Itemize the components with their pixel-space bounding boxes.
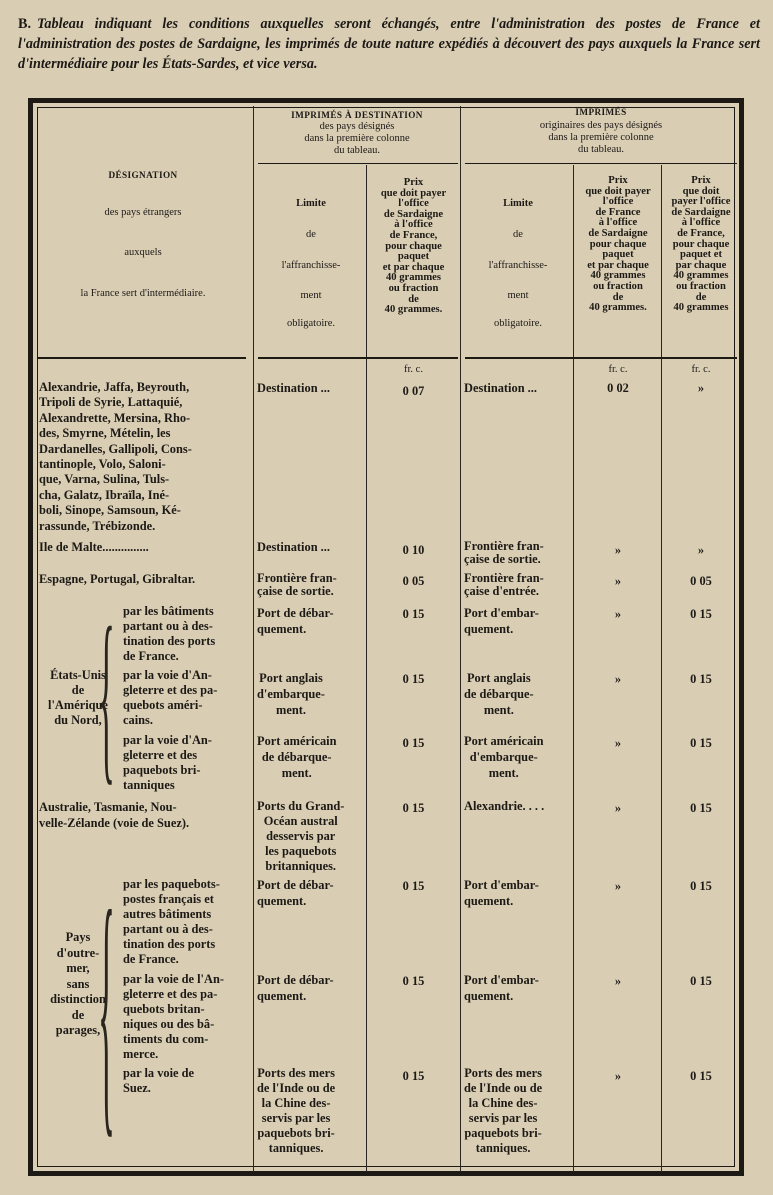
- designation-header-line3: auxquels: [124, 247, 162, 258]
- prix2-stack-line: Prix: [608, 175, 628, 186]
- us-a-l1-line: Port de débar-: [257, 606, 334, 620]
- group1-header-line2: des pays désignés: [319, 121, 395, 132]
- us-b-l1-line: ment.: [276, 703, 306, 717]
- us-b-l1-line: d'embarque-: [257, 687, 325, 701]
- prix3-stack-line: de Sardaigne: [671, 206, 731, 218]
- om-b-l1-line: quement.: [257, 989, 307, 1003]
- outremer-b-limite1: [257, 972, 334, 1004]
- group2-header-line4: du tableau.: [577, 144, 625, 155]
- prix2-stack-line: pour chaque: [589, 238, 647, 250]
- header-bottom-rule-b: [258, 357, 458, 359]
- om-c-l1-line: tanniques.: [268, 1141, 324, 1155]
- om-a-via-line: par les paquebots-: [123, 877, 220, 891]
- row1-limite1: Destination ...: [257, 381, 330, 395]
- usa-b-prix3: 0 15: [690, 672, 712, 686]
- om-b-via-line: gleterre et des pa-: [123, 987, 218, 1001]
- r3-limite1-line: Frontière fran-: [257, 571, 337, 585]
- intro-paragraph: [18, 14, 760, 74]
- outremer-c-prix3: 0 15: [690, 1069, 712, 1083]
- col-sep-3: [460, 106, 461, 1172]
- prix1-stack-line: ou fraction: [388, 282, 439, 294]
- prix3-stack-line: de: [695, 291, 707, 303]
- australia-limite2: Alexandrie. . . .: [464, 799, 545, 813]
- usa-b-limite2: [464, 670, 534, 718]
- col-sep-1: [253, 106, 254, 1172]
- om-label-line: sans: [66, 976, 90, 991]
- row3-prix3: 0 05: [690, 574, 712, 588]
- usa-c-limite2: [464, 733, 543, 781]
- limite1-header-l2: de: [306, 229, 316, 240]
- r1-country-line: que, Varna, Sulina, Tuls-: [39, 472, 170, 487]
- om-c-l1-line: de l'Inde ou de: [257, 1081, 336, 1095]
- aus-l1-line: les paquebots: [265, 844, 337, 858]
- outremer-a-limite1: [257, 877, 334, 909]
- outremer-a-prix2: »: [614, 879, 622, 893]
- om-b-l2-line: Port d'embar-: [464, 973, 539, 987]
- us-c-l1-line: ment.: [281, 766, 312, 780]
- prix1-stack-line: pour chaque: [385, 240, 442, 252]
- om-c-l2-line: paquebots bri-: [464, 1126, 542, 1140]
- prix3-stack-line: paquet et: [679, 249, 723, 261]
- group2-header-line3: dans la première colonne: [548, 132, 654, 143]
- usa-a-prix1: 0 15: [402, 607, 425, 621]
- prix1-stack-line: de France,: [389, 229, 438, 241]
- row1-prix3: »: [697, 381, 705, 395]
- om-c-l1-line: Ports des mers: [257, 1066, 335, 1080]
- row1-country: [39, 380, 251, 534]
- prix1-header: [367, 178, 460, 316]
- om-label-line: Pays: [65, 930, 91, 944]
- prix3-stack-line: ou fraction: [676, 280, 726, 292]
- r1-country-line: Alexandrie, Jaffa, Beyrouth,: [39, 380, 190, 394]
- header-bottom-rule-c: [465, 357, 737, 359]
- om-label-line: parages,: [55, 1023, 101, 1037]
- om-c-via-line: Suez.: [123, 1081, 151, 1095]
- us-c-l2-line: ment.: [488, 766, 519, 780]
- om-a-via-line: postes français et: [123, 892, 214, 906]
- usa-b-limite1: [257, 670, 325, 718]
- prix1-stack-line: paquet: [397, 251, 430, 263]
- prix1-stack-line: Prix: [403, 177, 424, 188]
- designation-header-line4: la France sert d'intermédiaire.: [80, 288, 206, 299]
- outremer-a-prix3: 0 15: [690, 879, 712, 893]
- usa-c-via: [123, 733, 212, 793]
- aus-l1-line: Ports du Grand-: [257, 799, 345, 813]
- group-rule-2: [465, 163, 737, 164]
- row2-limite2: [464, 540, 544, 566]
- r3-limite1-line: çaise de sortie.: [257, 584, 334, 598]
- usa-a-via: [123, 604, 215, 664]
- usa-c-prix1: 0 15: [402, 736, 425, 750]
- prix2-stack-line: de France: [595, 206, 641, 218]
- om-c-l1-line: servis par les: [261, 1111, 331, 1125]
- us-a-l1-line: quement.: [257, 622, 307, 636]
- usa-b-prix2: »: [614, 672, 622, 686]
- usa-a-limite1: [257, 605, 334, 637]
- aus-country-line: velle-Zélande (voie de Suez).: [39, 816, 190, 830]
- r3-limite2-line: Frontière fran-: [464, 571, 544, 585]
- row2-country: Ile de Malte...............: [39, 540, 149, 554]
- outremer-c-prix1: 0 15: [402, 1069, 425, 1083]
- outremer-a-limite2: [464, 877, 539, 909]
- om-a-l1-line: Port de débar-: [257, 878, 334, 892]
- prix2-stack-line: 40 grammes: [590, 270, 646, 282]
- r2-limite2-line: Frontière fran-: [464, 539, 544, 553]
- us-label-line: du Nord,: [54, 713, 102, 727]
- us-label-line: États-Unis: [50, 668, 106, 682]
- prix2-stack-line: que doit payer: [585, 185, 651, 197]
- om-b-via-line: merce.: [123, 1047, 159, 1061]
- om-label-line: de: [71, 1007, 85, 1022]
- r1-country-line: Alexandrette, Mersina, Rho-: [39, 410, 191, 425]
- usa-a-prix3: 0 15: [690, 607, 712, 621]
- row2-prix3: »: [697, 543, 705, 557]
- r1-country-line: cha, Galatz, Ibraïla, Iné-: [39, 487, 170, 502]
- us-c-l2-line: Port américain: [464, 734, 544, 748]
- om-b-l1-line: Port de débar-: [257, 973, 334, 987]
- us-a-via-line: partant ou à des-: [123, 619, 213, 633]
- outremer-brace: {: [98, 854, 115, 1161]
- us-b-via-line: gleterre et des pa-: [123, 683, 218, 697]
- usa-b-via: [123, 668, 217, 728]
- prix1-stack-line: 40 grammes: [385, 272, 441, 284]
- limite2-header-l5: obligatoire.: [493, 318, 543, 329]
- us-c-via-line: tanniques: [123, 778, 175, 792]
- prix2-stack-line: de: [612, 291, 624, 303]
- us-label-line: l'Amérique: [48, 698, 108, 712]
- limite1-header-l3: l'affranchisse-: [281, 260, 341, 271]
- us-c-l1-line: de débarque-: [261, 750, 332, 764]
- row3-prix1: 0 05: [402, 574, 425, 588]
- usa-a-prix2: »: [614, 607, 622, 621]
- limite2-header-l2: de: [513, 229, 523, 240]
- om-c-l2-line: tanniques.: [475, 1141, 531, 1155]
- om-c-via-line: par la voie de: [123, 1066, 195, 1080]
- aus-l1-line: britanniques.: [265, 859, 337, 873]
- r2-limite2-line: çaise de sortie.: [464, 552, 541, 566]
- header-bottom-rule-a: [38, 357, 246, 359]
- australia-prix2: »: [614, 801, 622, 815]
- us-a-via-line: par les bâtiments: [123, 604, 214, 618]
- aus-l1-line: desservis par: [266, 829, 336, 843]
- om-a-via-line: autres bâtiments: [123, 907, 212, 921]
- prix2-stack-line: à l'office: [598, 217, 638, 229]
- prix1-stack-line: l'office: [398, 198, 429, 210]
- row1-limite2: Destination ...: [464, 381, 537, 395]
- us-b-l2-line: de débarque-: [464, 687, 534, 701]
- us-c-via-line: paquebots bri-: [123, 763, 201, 777]
- outremer-b-prix2: »: [614, 974, 622, 988]
- om-b-via-line: timents du com-: [123, 1032, 209, 1046]
- prix3-stack-line: par chaque: [675, 259, 727, 271]
- r1-country-line: boli, Sinope, Samsoun, Ké-: [39, 503, 181, 518]
- limite1-header-l1: Limite: [296, 198, 326, 209]
- row2-limite1: Destination ...: [257, 540, 330, 554]
- om-a-via-line: partant ou à des-: [123, 922, 213, 936]
- prix3-stack-line: que doit: [682, 185, 720, 197]
- col-sep-5: [661, 165, 662, 1172]
- prix3-stack-line: 40 grammes: [673, 302, 729, 314]
- aus-l1-line: Océan austral: [263, 814, 338, 828]
- intro-text: Tableau indiquant les conditions auxquelles seront échangés, entre l'administration des postes de France et l'administration des postes de Sardaigne, les imprimés de toute nature expédiés à découvert des pays auxquels la France sert d'intermédiaire pour les États-Sardes, et vice versa.: [18, 16, 760, 72]
- om-c-l2-line: servis par les: [468, 1111, 538, 1125]
- us-label-line: de: [71, 683, 85, 697]
- outremer-b-via: [123, 972, 224, 1062]
- prix2-stack-line: de Sardaigne: [588, 227, 648, 239]
- units-prix2: fr. c.: [608, 364, 628, 375]
- group2-header-title: IMPRIMÉS: [575, 107, 627, 117]
- r1-country-line: Dardanelles, Gallipoli, Cons-: [39, 441, 192, 456]
- om-c-l2-line: Ports des mers: [464, 1066, 542, 1080]
- australia-country: [39, 799, 189, 831]
- prix2-stack-line: ou fraction: [593, 280, 643, 292]
- group1-header-line3: dans la première colonne: [304, 133, 410, 144]
- aus-country-line: Australie, Tasmanie, Nou-: [39, 800, 177, 814]
- r3-limite2-line: çaise d'entrée.: [464, 584, 540, 598]
- om-a-via-line: de France.: [123, 952, 179, 966]
- om-b-l2-line: quement.: [464, 989, 514, 1003]
- outremer-c-limite1: [257, 1066, 335, 1156]
- om-c-l1-line: la Chine des-: [261, 1096, 331, 1110]
- prix1-stack-line: 40 grammes.: [384, 304, 443, 316]
- om-c-l2-line: la Chine des-: [468, 1096, 538, 1110]
- om-label-line: d'outre-: [56, 945, 100, 960]
- prix2-stack-line: paquet: [602, 249, 634, 261]
- prix2-stack-line: l'office: [602, 196, 634, 208]
- om-a-l1-line: quement.: [257, 894, 307, 908]
- limite2-header-l1: Limite: [503, 198, 533, 209]
- us-a-l2-line: Port d'embar-: [464, 606, 539, 620]
- limite2-header-l3: l'affranchisse-: [488, 260, 548, 271]
- om-b-via-line: par la voie de l'An-: [123, 972, 224, 986]
- r1-country-line: Tripoli de Syrie, Lattaquié,: [39, 395, 183, 410]
- us-c-via-line: gleterre et des: [123, 748, 198, 762]
- australia-prix1: 0 15: [402, 801, 425, 815]
- outremer-b-limite2: [464, 972, 539, 1004]
- units-prix1: fr. c.: [404, 364, 423, 375]
- prix3-header: [662, 176, 740, 314]
- outremer-b-prix3: 0 15: [690, 974, 712, 988]
- designation-header-line2: des pays étrangers: [104, 207, 182, 218]
- prix3-stack-line: payer l'office: [671, 196, 731, 208]
- col-sep-2: [366, 165, 367, 1172]
- r1-country-line: rassunde, Trébizonde.: [39, 518, 156, 533]
- prix1-stack-line: de: [408, 293, 419, 305]
- intro-letter: B.: [18, 16, 32, 32]
- prix1-stack-line: à l'office: [394, 219, 433, 231]
- om-b-via-line: niques ou des bâ-: [123, 1017, 215, 1031]
- prix1-stack-line: de Sardaigne: [383, 208, 444, 220]
- om-b-via-line: quebots britan-: [123, 1002, 205, 1016]
- prix2-stack-line: 40 grammes.: [589, 302, 647, 314]
- group-rule-1: [258, 163, 458, 164]
- row2-prix1: 0 10: [402, 543, 425, 557]
- group2-header-line2: originaires des pays désignés: [539, 120, 663, 131]
- row3-limite1: [257, 572, 337, 598]
- designation-header-title: DÉSIGNATION: [108, 170, 178, 180]
- col-sep-4: [573, 165, 574, 1172]
- us-b-via-line: quebots améri-: [123, 698, 203, 712]
- us-b-via-line: cains.: [123, 713, 153, 727]
- prix3-stack-line: à l'office: [681, 217, 721, 229]
- limite1-header-l4: ment: [300, 290, 322, 301]
- outremer-c-via: [123, 1066, 194, 1096]
- outremer-c-limite2: [464, 1066, 542, 1156]
- prix1-stack-line: et par chaque: [382, 261, 445, 273]
- us-a-via-line: tination des ports: [123, 634, 216, 648]
- outremer-b-prix1: 0 15: [402, 974, 425, 988]
- group1-header-title: IMPRIMÉS À DESTINATION: [291, 110, 423, 120]
- outremer-c-prix2: »: [614, 1069, 622, 1083]
- us-b-l2-line: Port anglais: [466, 671, 531, 685]
- us-c-via-line: par la voie d'An-: [123, 733, 212, 747]
- us-c-l2-line: d'embarque-: [469, 750, 538, 764]
- row3-limite2: [464, 572, 544, 598]
- row1-prix2: 0 02: [607, 381, 629, 395]
- australia-prix3: 0 15: [690, 801, 712, 815]
- r1-country-line: tantinople, Volo, Saloni-: [39, 457, 166, 472]
- us-a-l2-line: quement.: [464, 622, 514, 636]
- om-a-l2-line: Port d'embar-: [464, 878, 539, 892]
- om-a-via-line: tination des ports: [123, 937, 216, 951]
- prix3-stack-line: 40 grammes: [673, 270, 729, 282]
- us-a-via-line: de France.: [123, 649, 179, 663]
- prix3-stack-line: de France,: [677, 227, 725, 239]
- prix2-stack-line: et par chaque: [587, 259, 649, 271]
- usa-b-prix1: 0 15: [402, 672, 425, 686]
- prix3-stack-line: pour chaque: [672, 238, 730, 250]
- limite2-header-l4: ment: [507, 290, 529, 301]
- group1-header-line4: du tableau.: [333, 145, 381, 156]
- om-c-l1-line: paquebots bri-: [257, 1126, 335, 1140]
- prix3-stack-line: Prix: [691, 175, 711, 186]
- prix1-stack-line: que doit payer: [380, 187, 447, 199]
- usa-a-limite2: [464, 605, 539, 637]
- om-label-line: distinction: [50, 992, 106, 1006]
- prix2-header: [574, 176, 662, 314]
- usa-c-prix2: »: [614, 736, 622, 750]
- usa-c-prix3: 0 15: [690, 736, 712, 750]
- row3-country: Espagne, Portugal, Gibraltar.: [39, 572, 196, 586]
- us-b-via-line: par la voie d'An-: [123, 668, 212, 682]
- australia-limite1: [257, 799, 344, 874]
- limite1-header-l5: obligatoire.: [286, 318, 336, 329]
- om-a-l2-line: quement.: [464, 894, 514, 908]
- r1-country-line: des, Smyrne, Mételin, les: [39, 426, 171, 441]
- om-label-line: mer,: [66, 961, 90, 975]
- row2-prix2: »: [614, 543, 622, 557]
- us-b-l1-line: Port anglais: [259, 671, 323, 685]
- om-c-l2-line: de l'Inde ou de: [464, 1081, 543, 1095]
- row1-prix1: 0 07: [402, 384, 425, 398]
- usa-brace: {: [98, 588, 115, 801]
- units-prix3: fr. c.: [691, 364, 711, 375]
- us-b-l2-line: ment.: [483, 703, 514, 717]
- usa-c-limite1: [257, 733, 336, 781]
- row3-prix2: »: [614, 574, 622, 588]
- outremer-a-via: [123, 877, 220, 967]
- us-c-l1-line: Port américain: [257, 734, 337, 748]
- outremer-a-prix1: 0 15: [402, 879, 425, 893]
